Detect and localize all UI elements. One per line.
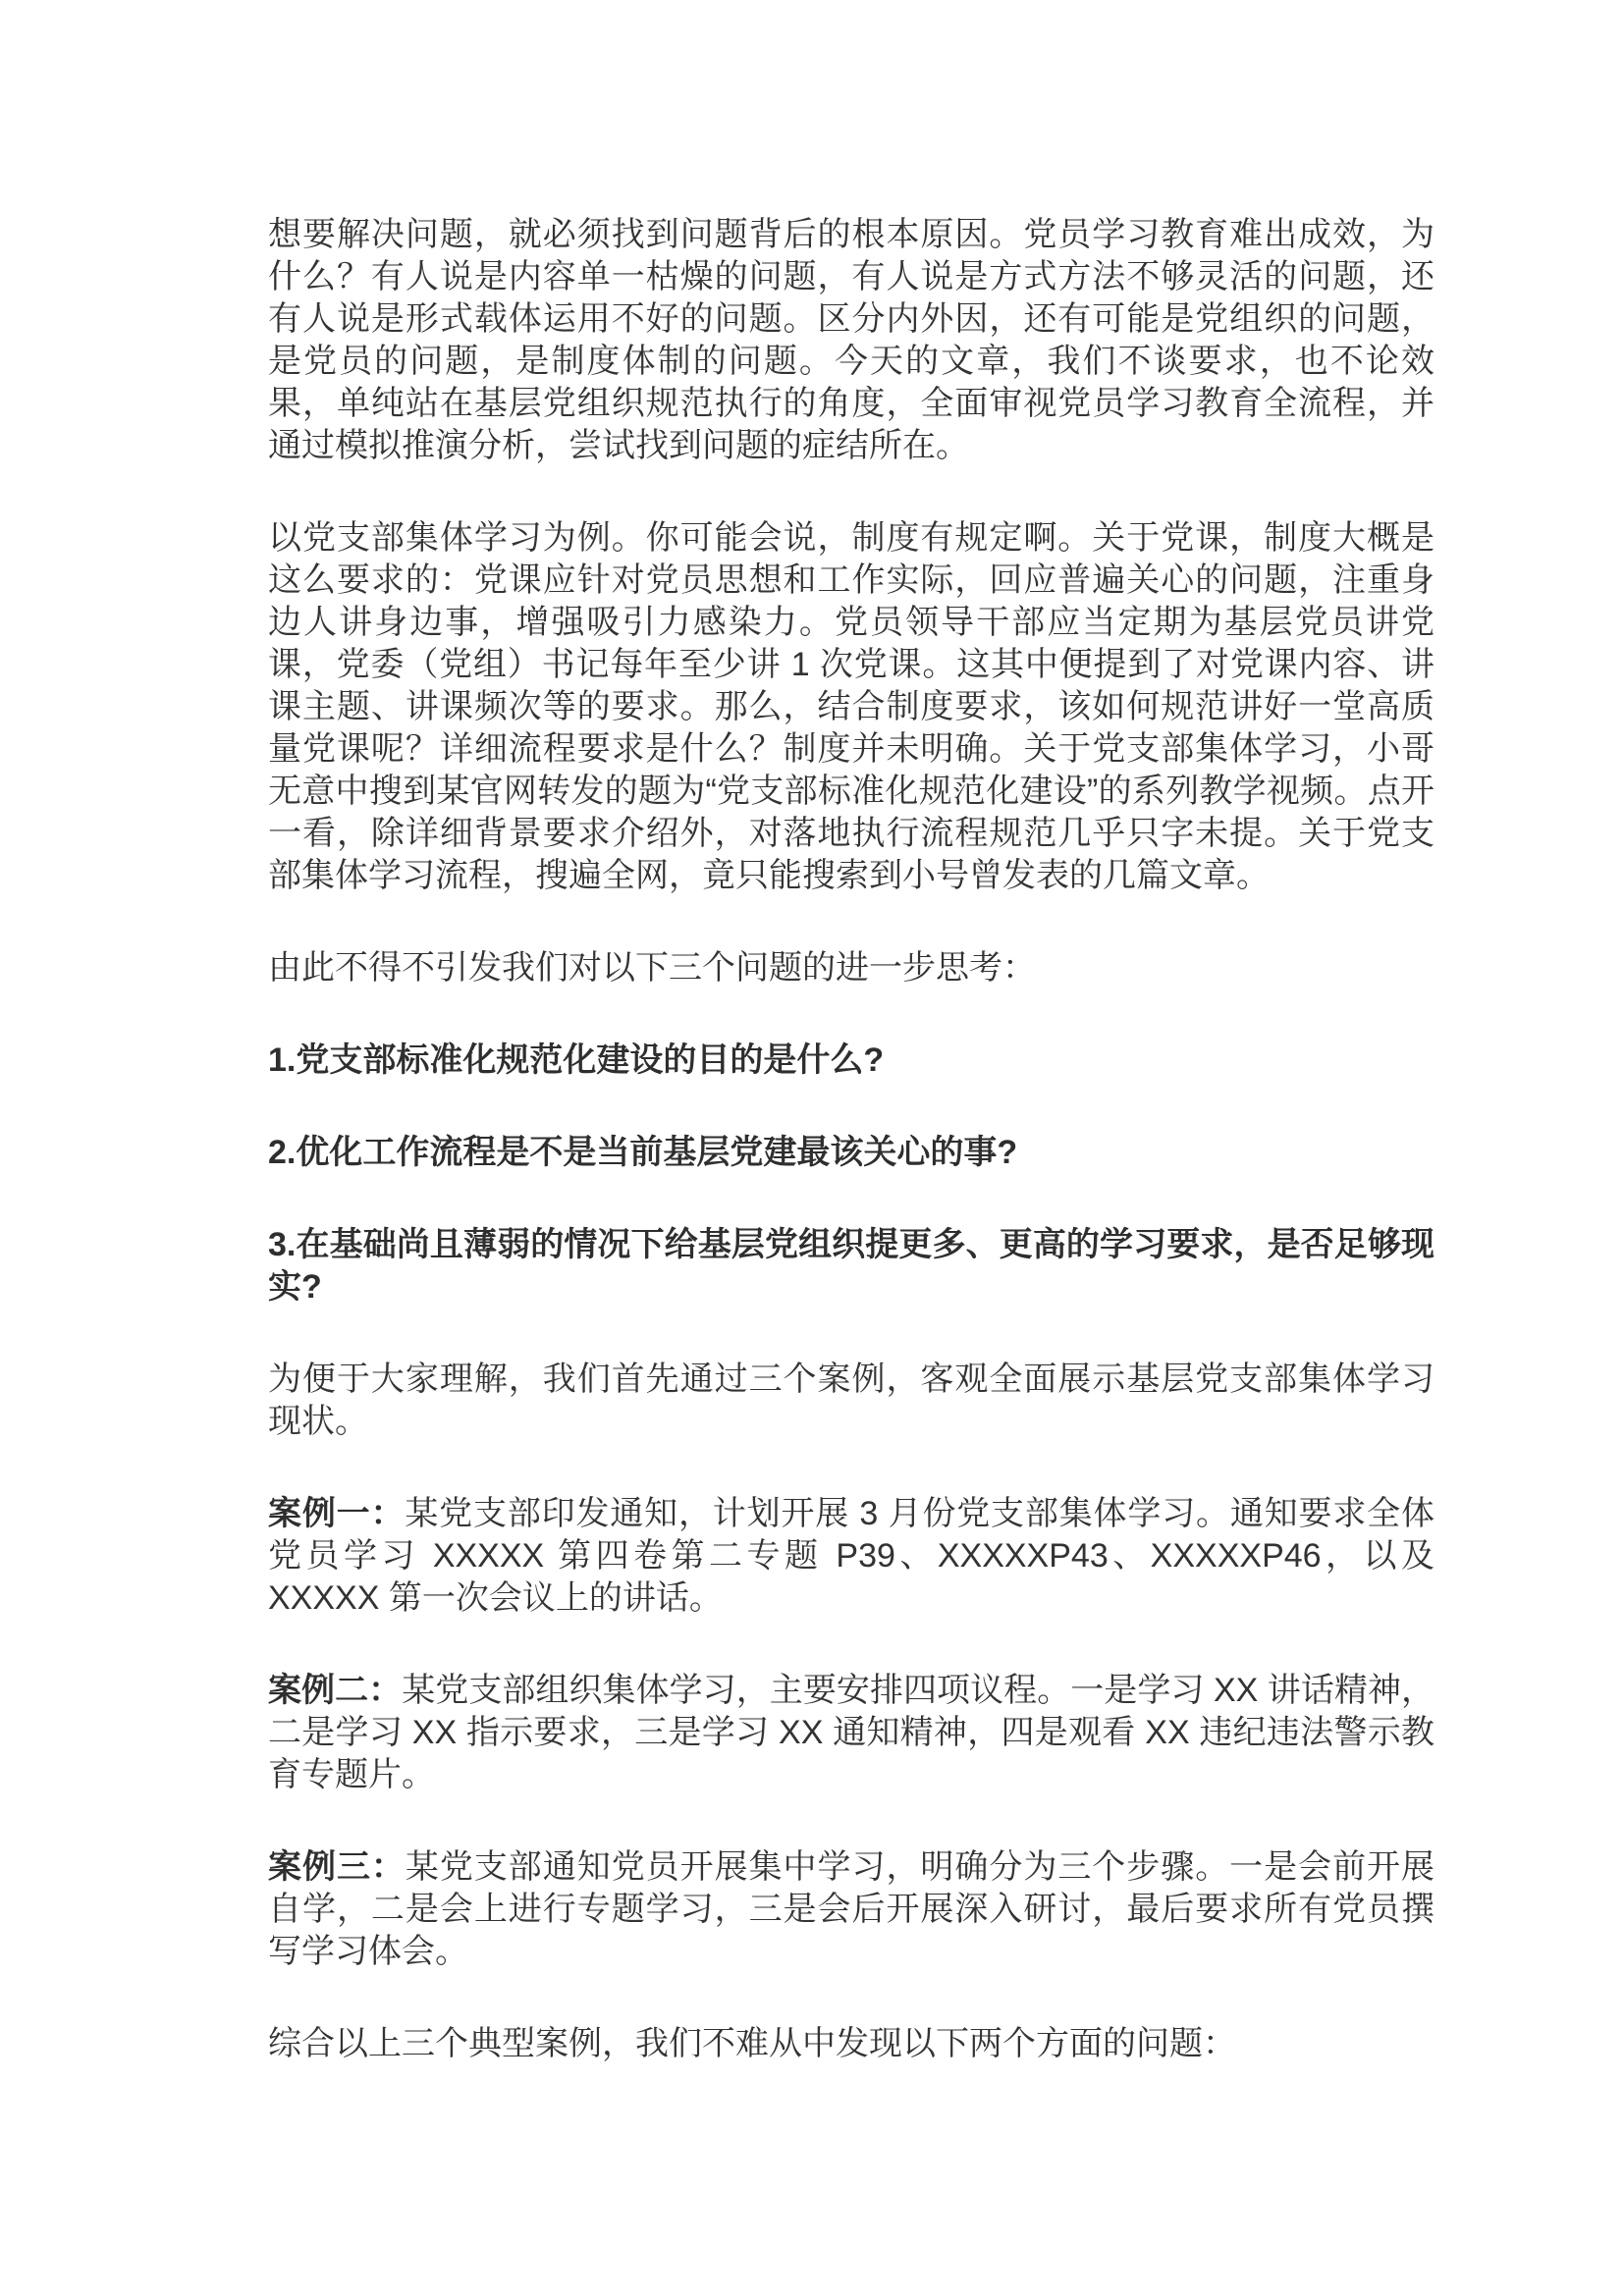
case-2-text: 某党支部组织集体学习，主要安排四项议程。一是学习 XX 讲话精神，二是学习 XX 指示要求，三是学习 XX 通知精神，四是观看 XX 违纪违法警示教育专题片。 (268, 1672, 1435, 1793)
question-3-heading: 3.在基础尚且薄弱的情况下给基层党组织提更多、更高的学习要求，是否足够现实? (268, 1226, 1435, 1306)
questions-lead-in: 由此不得不引发我们对以下三个问题的进一步思考： (268, 949, 1036, 987)
case-3-paragraph (268, 1846, 1435, 1973)
case-2-paragraph (268, 1670, 1435, 1796)
article-content (268, 214, 1435, 2065)
cases-lead-in: 为便于大家理解，我们首先通过三个案例，客观全面展示基层党支部集体学习现状。 (268, 1361, 1435, 1440)
question-2-heading: 2.优化工作流程是不是当前基层党建最该关心的事? (268, 1134, 1018, 1171)
case-1-text: 某党支部印发通知，计划开展 3 月份党支部集体学习。通知要求全体党员学习 XXXXX 第四卷第二专题 P39、XXXXXP43、XXXXXP46，以及 XXXXX 第一次会议上的讲话。 (268, 1495, 1435, 1617)
case-3-text: 某党支部通知党员开展集中学习，明确分为三个步骤。一是会前开展自学，二是会上进行专题学习，三是会后开展深入研讨，最后要求所有党员撰写学习体会。 (268, 1848, 1435, 1970)
case-2-label: 案例二： (268, 1672, 403, 1709)
case-1-label: 案例一： (268, 1495, 406, 1532)
case-1-paragraph (268, 1493, 1435, 1620)
summary-lead-in: 综合以上三个典型案例，我们不难从中发现以下两个方面的问题： (268, 2025, 1236, 2062)
question-1-heading: 1.党支部标准化规范化建设的目的是什么? (268, 1041, 885, 1079)
party-lecture-paragraph: 以党支部集体学习为例。你可能会说，制度有规定啊。关于党课，制度大概是这么要求的：党课应针对党员思想和工作实际，回应普遍关心的问题，注重身边人讲身边事，增强吸引力感染力。党员领导干部应当定期为基层党员讲党课，党委（党组）书记每年至少讲 1 次党课。这其中便提到了对党课内容、讲课主题、讲课频次等的要求。那么，结合制度要求，该如何规范讲好一堂高质量党课呢？详细流程要求是什么？制度并未明确。关于党支部集体学习，小哥无意中搜到某官网转发的题为“党支部标准化规范化建设”的系列教学视频。点开一看，除详细背景要求介绍外，对落地执行流程规范几乎只字未提。关于党支部集体学习流程，搜遍全网，竟只能搜索到小号曾发表的几篇文章。 (268, 519, 1435, 894)
intro-paragraph: 想要解决问题，就必须找到问题背后的根本原因。党员学习教育难出成效，为什么？有人说是内容单一枯燥的问题，有人说是方式方法不够灵活的问题，还有人说是形式载体运用不好的问题。区分内外因，还有可能是党组织的问题，是党员的问题，是制度体制的问题。今天的文章，我们不谈要求，也不论效果，单纯站在基层党组织规范执行的角度，全面审视党员学习教育全流程，并通过模拟推演分析，尝试找到问题的症结所在。 (268, 216, 1435, 464)
case-3-label: 案例三： (268, 1848, 406, 1886)
